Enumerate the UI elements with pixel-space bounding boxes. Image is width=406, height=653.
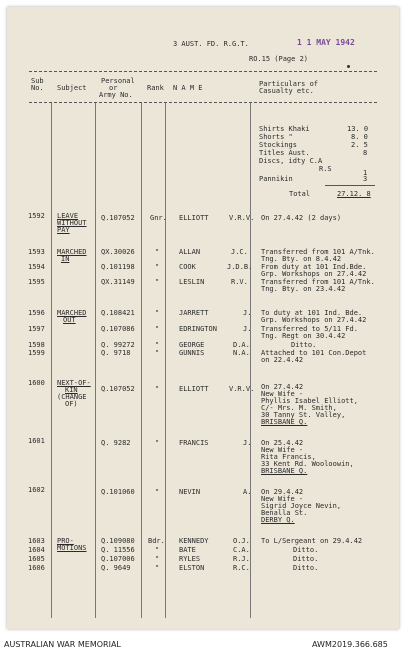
col-divider-1 [51,103,52,618]
entry-detail: Ditto. [293,564,319,572]
entry-army-number: Q. 99272 [101,341,135,349]
col-sub-no-1: Sub [31,77,44,85]
entry-detail: On 25.4.42 [261,439,304,447]
col-rank: Rank [147,84,164,92]
footer-accession-number: AWM2019.366.685 [312,640,388,649]
entry-army-number: Q. 11556 [101,546,135,554]
entry-detail: On 27.4.42 [261,383,304,391]
entry-detail: New Wife - [261,446,304,454]
entry-number: 1593 [28,248,45,256]
entry-detail: On 29.4.42 [261,488,304,496]
entry-surname: BATE [179,546,196,554]
entry-army-number: Q.107052 [101,214,135,222]
document-page [7,7,399,629]
entry-detail: Tng. Bty. on 8.4.42 [261,255,342,263]
total-value: 27.12. 8 [337,190,371,198]
entry-detail: Ditto. [291,341,317,349]
entry-detail: Sigrid Joyce Nevin, [261,502,342,510]
item-qty-2: 8. 0 [351,133,368,141]
entry-surname: GUNNIS [179,349,205,357]
entry-initials: R.C. [233,564,250,572]
entry-rank: " [155,248,160,256]
entry-surname: ELLIOTT [179,385,209,393]
entry-surname: RYLES [179,555,201,563]
date-stamp: 1 1 MAY 1942 [297,38,355,47]
entry-detail: From duty at 101 Ind.Bde. [261,263,367,271]
entry-surname: ALLAN [179,248,201,256]
entry-subject-line: (CHANGE [57,393,87,401]
entry-rank: " [155,546,160,554]
col-divider-4 [165,103,166,618]
entry-rank: " [155,439,160,447]
item-label-7: Pannikin [259,175,293,183]
col-personal-3: Army No. [99,91,133,99]
item-label-3: Stockings [259,141,297,149]
entry-number: 1601 [28,437,45,445]
entry-detail: Transferred to 5/11 Fd. [261,325,358,333]
entry-rank: " [155,263,160,271]
entry-detail: New Wife - [261,390,304,398]
entry-initials: J. [243,439,252,447]
entry-initials: V.R.V. [229,385,255,393]
entry-detail: To L/Sergeant on 29.4.42 [261,537,363,545]
entry-rank: " [155,555,160,563]
item-qty-1: 13. 0 [347,125,369,133]
entry-detail: 30 Tanny St. Valley, [261,411,346,419]
entry-detail: C/- Mrs. M. Smith, [261,404,337,412]
entry-number: 1602 [28,486,45,494]
col-personal-2: or [109,84,118,92]
entry-rank: " [155,309,160,317]
entry-subject-line: MARCHED [57,248,87,256]
col-sub-no-2: No. [31,84,44,92]
entry-number: 1595 [28,278,45,286]
item-label-2: Shorts " [259,133,293,141]
entry-surname: COOK [179,263,196,271]
entry-detail: 33 Kent Rd. Wooloowin, [261,460,354,468]
entry-subject-line: PAY [57,226,70,234]
entry-army-number: Q. 9649 [101,564,131,572]
header-bottom-rule [29,102,377,103]
entry-army-number: Q. 9718 [101,349,131,357]
entry-number: 1597 [28,325,45,333]
entry-initials: V.R.V. [229,214,255,222]
entry-initials: C.A. [233,546,250,554]
entry-army-number: Q.107006 [101,555,135,563]
entry-detail: To duty at 101 Ind. Bde. [261,309,363,317]
item-qty-4: 8 [363,149,368,157]
entry-detail: Transferred from 101 A/Tnk. [261,278,375,286]
archive-footer [0,637,406,653]
entry-subject-line: WITHOUT [57,219,87,227]
entry-subject-line: LEAVE [57,212,79,220]
entry-detail: Phyllis Isabel Elliott, [261,397,358,405]
entry-army-number: Q.108421 [101,309,135,317]
entry-number: 1598 [28,341,45,349]
entry-subject-line: NEXT-OF- [57,379,91,387]
entry-subject-line: KIN [65,386,78,394]
entry-detail: Ditto. [293,555,319,563]
item-label-4: Titles Aust. [259,149,310,157]
entry-surname: KENNEDY [179,537,209,545]
entry-rank: Bdr. [148,537,165,545]
entry-rank: " [155,564,160,572]
entry-initials: R.J. [233,555,250,563]
entry-number: 1596 [28,309,45,317]
entry-rank: " [155,385,160,393]
entry-rank: " [155,325,160,333]
entry-rank: " [155,488,160,496]
item-label-5: Discs, idty C.A [259,157,323,165]
entry-detail: BRISBANE Q. [261,418,308,426]
entry-army-number: Q.109080 [101,537,135,545]
entry-detail: Tng. Bty. on 23.4.42 [261,285,346,293]
entry-subject-line: OF) [65,400,78,408]
entry-detail: Grp. Workshops on 27.4.42 [261,270,367,278]
entry-army-number: Q.107086 [101,325,135,333]
entry-detail: Tng. Regt on 30.4.42 [261,332,346,340]
routine-order-number: RO.15 (Page 2) [249,55,309,63]
col-name: N A M E [173,84,203,92]
entry-number: 1594 [28,263,45,271]
col-divider-2 [95,103,96,618]
total-rule [325,185,375,186]
punch-hole [347,65,350,68]
unit-heading: 3 AUST. FD. R.G.T. [173,40,249,48]
entry-army-number: Q.101198 [101,263,135,271]
item-qty-3: 2. 5 [351,141,368,149]
entry-surname: EDRINGTON [179,325,217,333]
entry-army-number: QX.31149 [101,278,135,286]
entry-subject-line: MARCHED [57,309,87,317]
entry-number: 1606 [28,564,45,572]
entry-initials: N.A. [233,349,250,357]
entry-initials: J.D.B. [227,263,253,271]
entry-surname: LESLIN [179,278,205,286]
entry-detail: Transferred from 101 A/Tnk. [261,248,375,256]
entry-army-number: QX.30026 [101,248,135,256]
entry-initials: A. [243,488,252,496]
entry-surname: ELSTON [179,564,205,572]
col-divider-5 [250,103,251,618]
item-qty-6: 1 [363,169,368,177]
entry-detail: BRISBANE Q. [261,467,308,475]
entry-detail: Ditto. [293,546,319,554]
entry-detail: DERBY Q. [261,516,295,524]
entry-detail: On 27.4.42 (2 days) [261,214,342,222]
entry-number: 1603 [28,537,45,545]
entry-army-number: Q.107052 [101,385,135,393]
item-qty-7: 3 [363,175,368,183]
entry-initials: J. [243,309,252,317]
entry-number: 1605 [28,555,45,563]
entry-initials: J. [243,325,252,333]
entry-subject-line: MOTIONS [57,544,87,552]
footer-institution: AUSTRALIAN WAR MEMORIAL [4,640,121,649]
entry-number: 1604 [28,546,45,554]
entry-detail: Benalla St. [261,509,308,517]
col-divider-3 [141,103,142,618]
entry-detail: Rita Francis, [261,453,316,461]
entry-surname: GEORGE [179,341,205,349]
entry-initials: O.J. [233,537,250,545]
entry-subject-line: PRO- [57,537,74,545]
entry-rank: " [155,349,160,357]
entry-subject-line: IN [61,255,70,263]
col-particulars-1: Particulars of [259,80,319,88]
entry-surname: NEVIN [179,488,201,496]
header-top-rule [29,71,377,72]
item-label-1: Shirts Khaki [259,125,310,133]
entry-detail: Attached to 101 Con.Depot [261,349,367,357]
entry-rank: " [155,341,160,349]
entry-initials: R.V. [231,278,248,286]
entry-army-number: Q. 9282 [101,439,131,447]
entry-surname: JARRETT [179,309,209,317]
entry-rank: " [155,278,160,286]
entry-army-number: Q.101060 [101,488,135,496]
entry-subject-line: OUT [63,316,76,324]
col-subject: Subject [57,84,87,92]
entry-initials: J.C. [231,248,248,256]
item-label-6: R.S [319,165,332,173]
entry-surname: ELLIOTT [179,214,209,222]
entry-number: 1592 [28,212,45,220]
col-personal-1: Personal [101,77,135,85]
entry-detail: New Wife - [261,495,304,503]
entry-rank: Gnr. [150,214,167,222]
entry-surname: FRANCIS [179,439,209,447]
col-particulars-2: Casualty etc. [259,87,314,95]
total-label: Total [289,190,311,198]
entry-number: 1600 [28,379,45,387]
entry-detail: Grp. Workshops on 27.4.42 [261,316,367,324]
entry-initials: D.A. [233,341,250,349]
entry-detail: on 22.4.42 [261,356,304,364]
entry-number: 1599 [28,349,45,357]
